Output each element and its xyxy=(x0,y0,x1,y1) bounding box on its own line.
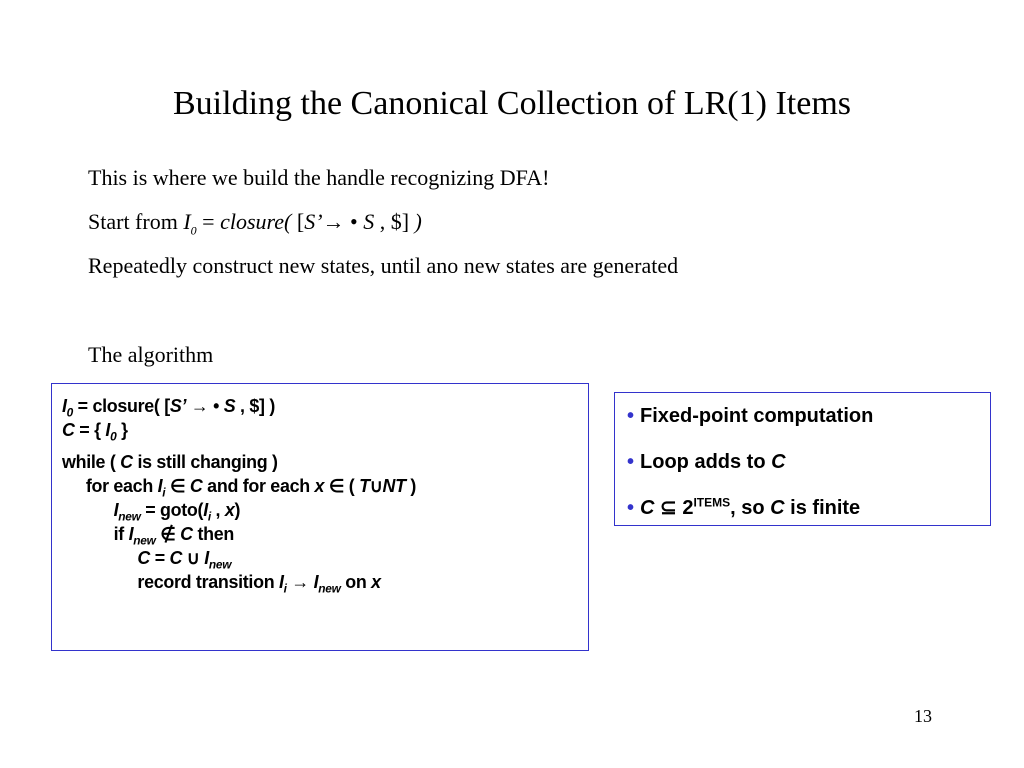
code-text: record transition xyxy=(137,572,280,592)
note-item-1 xyxy=(627,401,990,447)
subscript: new xyxy=(133,533,156,548)
intro-line-2 xyxy=(88,207,422,237)
note-text: Loop adds to xyxy=(640,451,772,473)
intro-line-3: Repeatedly construct new states, until ano new states are generated xyxy=(88,253,679,278)
c-symbol: C xyxy=(137,548,151,568)
note-item-3 xyxy=(627,493,990,539)
algo-line-7 xyxy=(62,546,584,570)
algo-line-6 xyxy=(62,522,584,546)
code-text: , $] ) xyxy=(235,396,275,416)
code-text: → • xyxy=(186,396,224,416)
x-symbol: x xyxy=(371,572,381,592)
subscript: 0 xyxy=(66,405,73,420)
arrow-symbol: → xyxy=(286,572,314,592)
close-paren: ) xyxy=(414,209,422,234)
t-symbol: T xyxy=(359,476,370,496)
code-text: = xyxy=(150,548,170,568)
note-text: , so xyxy=(730,497,771,519)
dot-symbol: • xyxy=(344,209,364,234)
start-from-text: Start from xyxy=(88,209,184,234)
code-text: ) xyxy=(234,500,241,520)
algo-line-5 xyxy=(62,498,584,522)
code-text: while ( xyxy=(62,452,121,472)
algo-line-3 xyxy=(62,450,584,474)
i-symbol: I xyxy=(313,572,319,592)
code-text: ) xyxy=(405,476,417,496)
x-symbol: x xyxy=(224,500,235,520)
algo-line-2 xyxy=(62,418,584,442)
code-text: , xyxy=(210,500,225,520)
c-symbol: C xyxy=(120,452,133,472)
algo-line-1 xyxy=(62,394,584,418)
code-text: if xyxy=(113,524,129,544)
note-text: is finite xyxy=(784,497,861,519)
subscript: new xyxy=(318,581,341,596)
superscript-items: ITEMS xyxy=(693,495,731,510)
code-text: and for each xyxy=(202,476,315,496)
bullet-icon: • xyxy=(627,451,635,473)
subscript: new xyxy=(208,557,232,572)
bullet-icon: • xyxy=(627,405,635,427)
c-symbol: C xyxy=(180,524,193,544)
c-symbol: C xyxy=(771,451,786,473)
subscript: i xyxy=(162,485,166,500)
open-bracket: [ xyxy=(291,209,305,234)
code-text: } xyxy=(116,420,128,440)
s-prime-symbol: S’ xyxy=(304,209,323,234)
code-text: is still changing ) xyxy=(132,452,278,472)
i-symbol: I xyxy=(105,420,111,440)
subscript: i xyxy=(207,509,211,524)
c-symbol: C xyxy=(770,497,785,519)
i-symbol: I xyxy=(204,548,209,568)
code-text: ∈ xyxy=(165,476,190,496)
note-item-2 xyxy=(627,447,990,493)
code-text: ∉ xyxy=(155,524,181,544)
union-symbol: ∪ xyxy=(369,476,383,496)
i-symbol: I xyxy=(128,524,134,544)
code-text: = closure( [ xyxy=(72,396,170,416)
i-symbol: I xyxy=(203,500,208,520)
c-symbol: C xyxy=(189,476,203,496)
slide-title: Building the Canonical Collection of LR(1) Items xyxy=(173,85,851,122)
c-symbol: C xyxy=(169,548,183,568)
i-symbol: I xyxy=(62,396,67,416)
dollar-close: , $] xyxy=(374,209,415,234)
note-text: Fixed-point computation xyxy=(640,405,874,427)
subscript: i xyxy=(283,581,287,596)
i-symbol: I xyxy=(279,572,284,592)
algo-line-4 xyxy=(62,474,584,498)
c-symbol: C xyxy=(62,420,75,440)
bullet-icon: • xyxy=(627,497,635,519)
algorithm-heading: The algorithm xyxy=(88,342,214,367)
code-text: for each xyxy=(85,476,158,496)
code-text: then xyxy=(192,524,234,544)
algorithm-box xyxy=(51,383,589,651)
subset-symbol: ⊆ xyxy=(654,497,683,519)
arrow-symbol: → xyxy=(322,209,345,234)
s-prime-symbol: S’ xyxy=(169,396,187,416)
code-text: = goto( xyxy=(140,500,204,520)
closure-word: closure( xyxy=(220,209,292,234)
i-symbol: I xyxy=(157,476,163,496)
algo-line-8 xyxy=(62,570,584,594)
code-text: ∈ ( xyxy=(324,476,360,496)
i-symbol: I xyxy=(113,500,119,520)
i-symbol: I xyxy=(183,209,191,234)
code-text: = { xyxy=(74,420,106,440)
notes-box xyxy=(614,392,991,526)
x-symbol: x xyxy=(314,476,325,496)
base-two: 2 xyxy=(682,497,694,519)
s-symbol: S xyxy=(223,396,236,416)
nt-symbol: NT xyxy=(382,476,406,496)
code-text: on xyxy=(340,572,372,592)
union-symbol: ∪ xyxy=(182,548,205,568)
page-number: 13 xyxy=(914,706,932,726)
subscript-0: 0 xyxy=(190,223,197,238)
subscript: 0 xyxy=(110,429,117,444)
intro-line-1: This is where we build the handle recognizing DFA! xyxy=(88,165,550,190)
subscript: new xyxy=(118,509,141,524)
s-symbol: S xyxy=(363,209,375,234)
c-symbol: C xyxy=(640,497,655,519)
equals-sign: = xyxy=(196,209,221,234)
